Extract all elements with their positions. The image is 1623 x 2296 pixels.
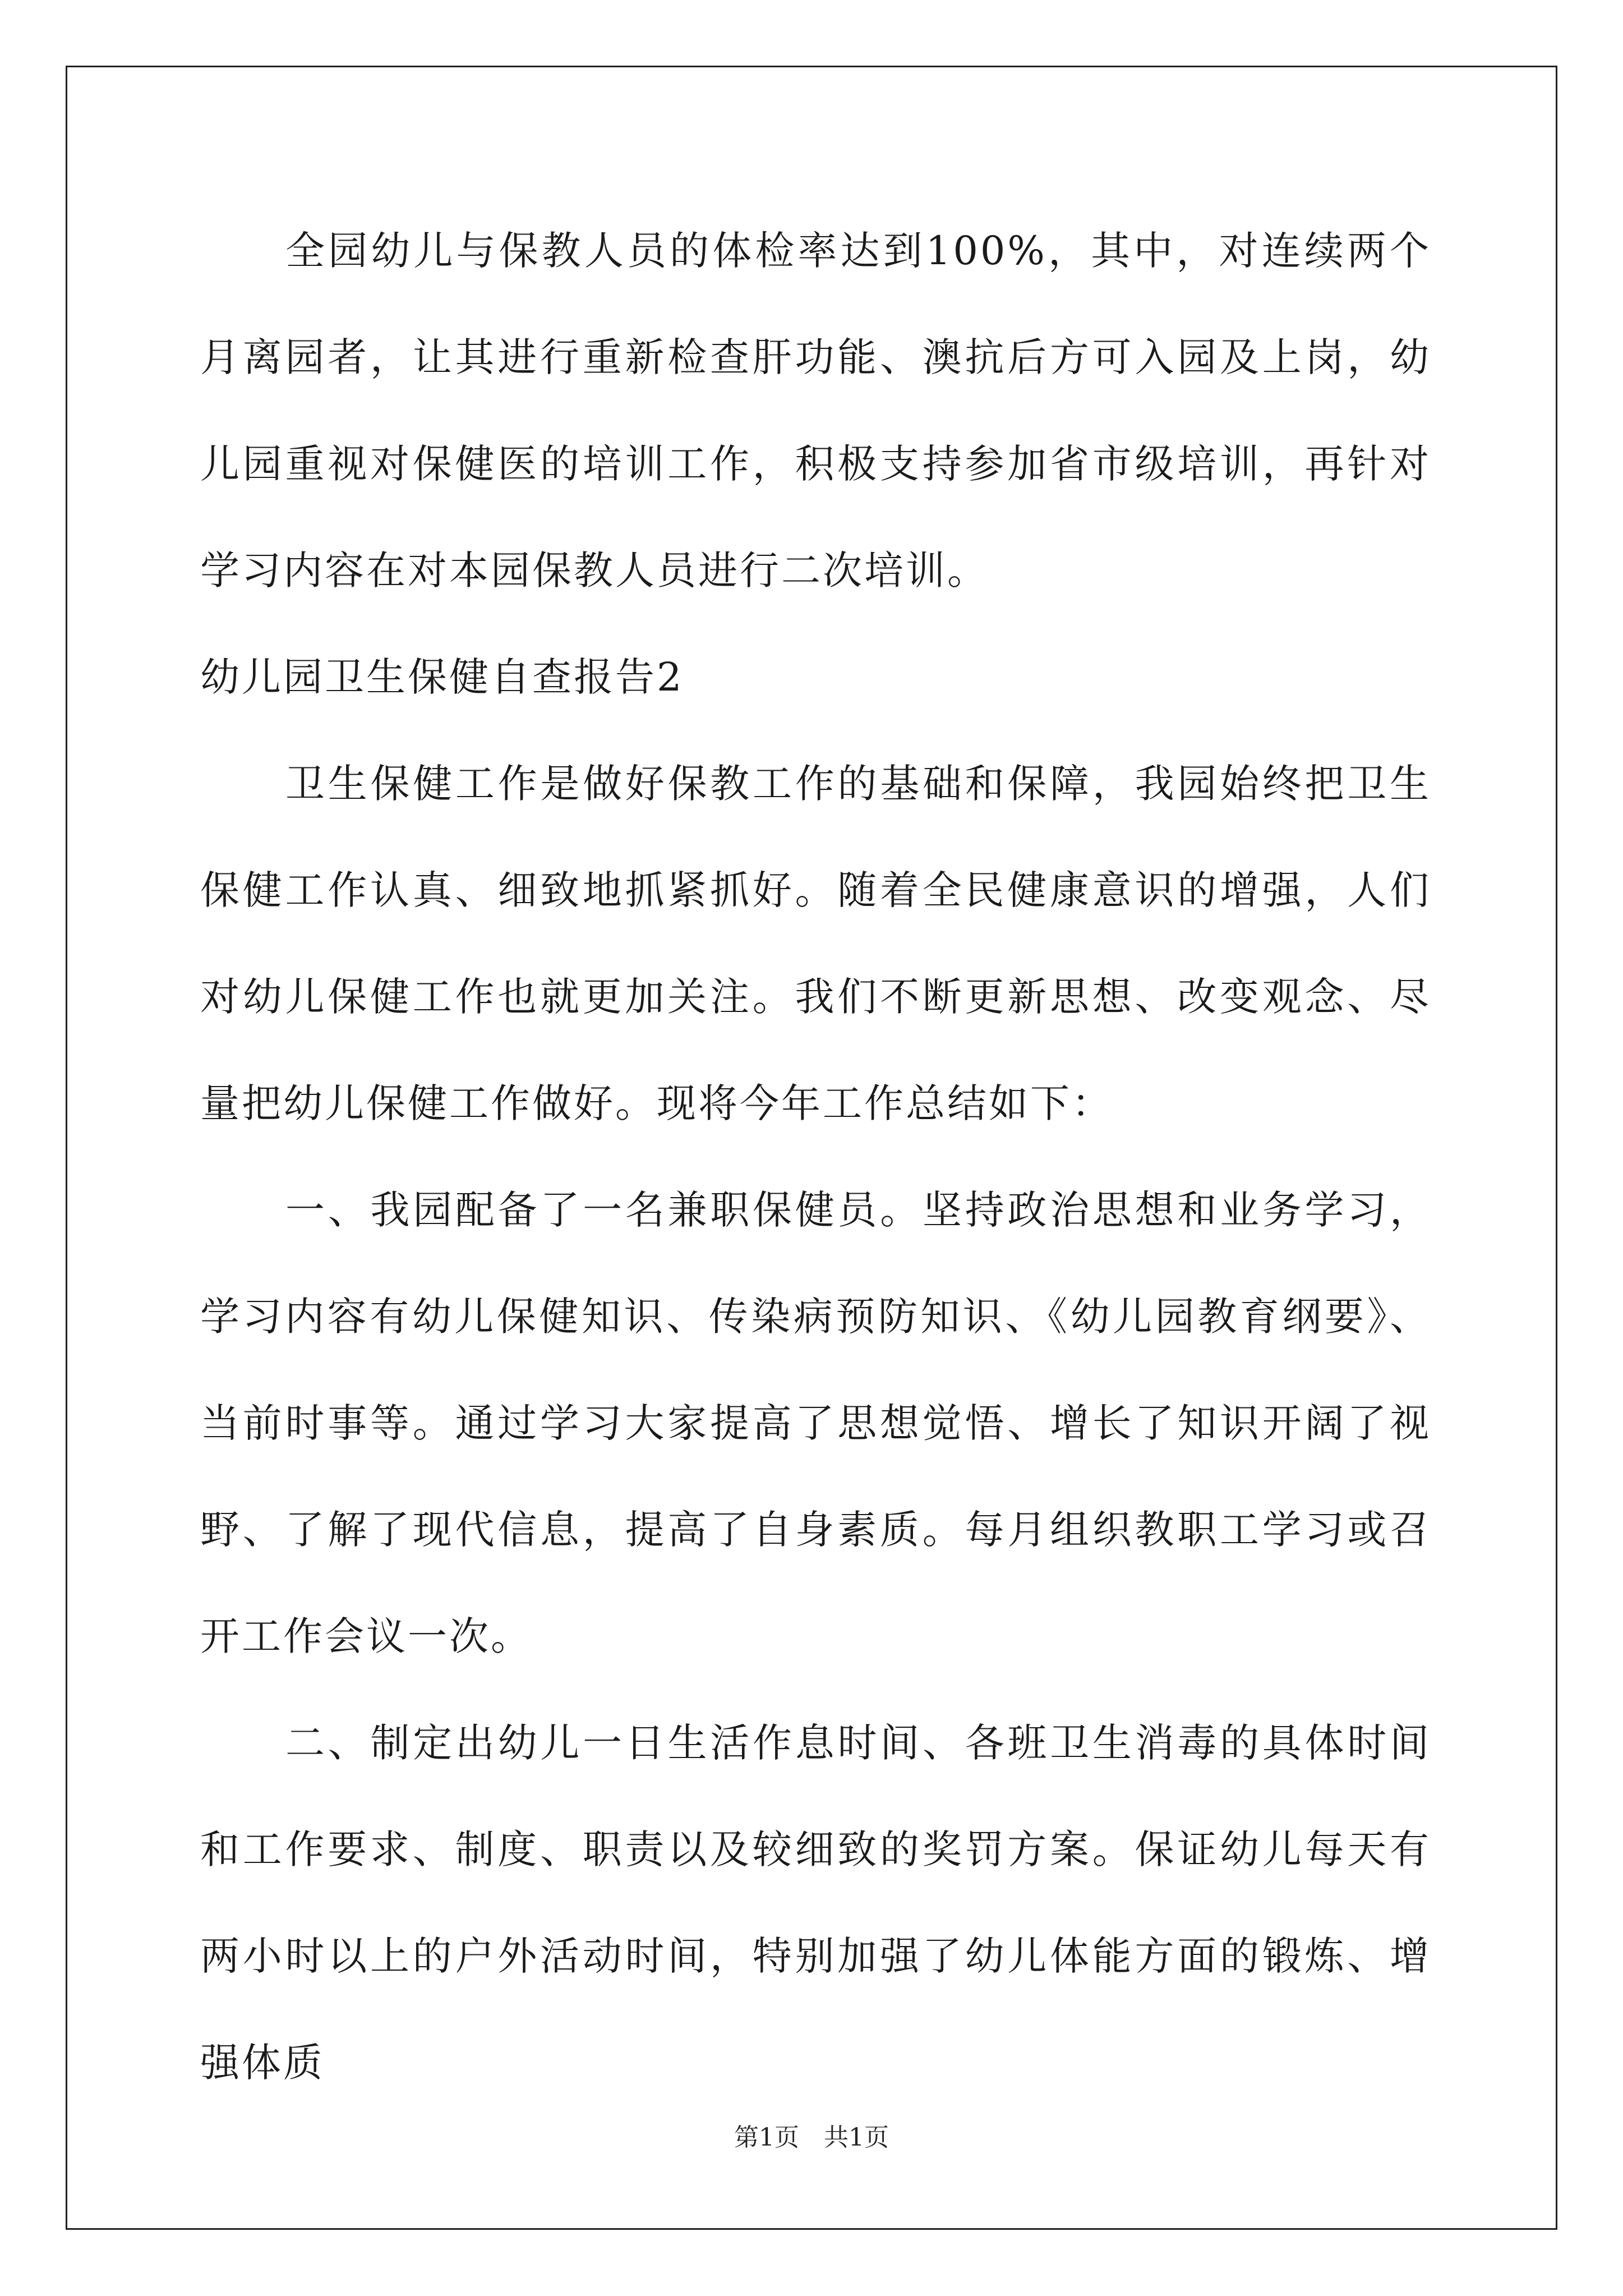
paragraph-intro: 卫生保健工作是做好保教工作的基础和保障，我园始终把卫生保健工作认真、细致地抓紧抓好。随着全民健康意识的增强，人们对幼儿保健工作也就更加关注。我们不断更新思想、改变观念、尽量把幼儿保健工作做好。现将今年工作总结如下： bbox=[200, 761, 1431, 1126]
paragraph-health-check: 全园幼儿与保教人员的体检率达到100%，其中，对连续两个月离园者，让其进行重新检查肝功能、澳抗后方可入园及上岗，幼儿园重视对保健医的培训工作，积极支持参加省市级培训，再针对学习内容在对本园保教人员进行二次培训。 bbox=[200, 228, 1431, 593]
paragraph-item-two: 二、制定出幼儿一日生活作息时间、各班卫生消毒的具体时间和工作要求、制度、职责以及较细致的奖罚方案。保证幼儿每天有两小时以上的户外活动时间，特别加强了幼儿体能方面的锻炼、增强体质 bbox=[200, 1720, 1431, 2086]
page-number-footer: 第1页 共1页 bbox=[734, 2123, 889, 2152]
section-heading: 幼儿园卫生保健自查报告2 bbox=[200, 654, 684, 700]
paragraph-item-one: 一、我园配备了一名兼职保健员。坚持政治思想和业务学习，学习内容有幼儿保健知识、传染病预防知识、《幼儿园教育纲要》、当前时事等。通过学习大家提高了思想觉悟、增长了知识开阔了视野、了解了现代信息，提高了自身素质。每月组织教职工学习或召开工作会议一次。 bbox=[200, 1187, 1431, 1659]
document-body bbox=[200, 197, 1431, 2116]
